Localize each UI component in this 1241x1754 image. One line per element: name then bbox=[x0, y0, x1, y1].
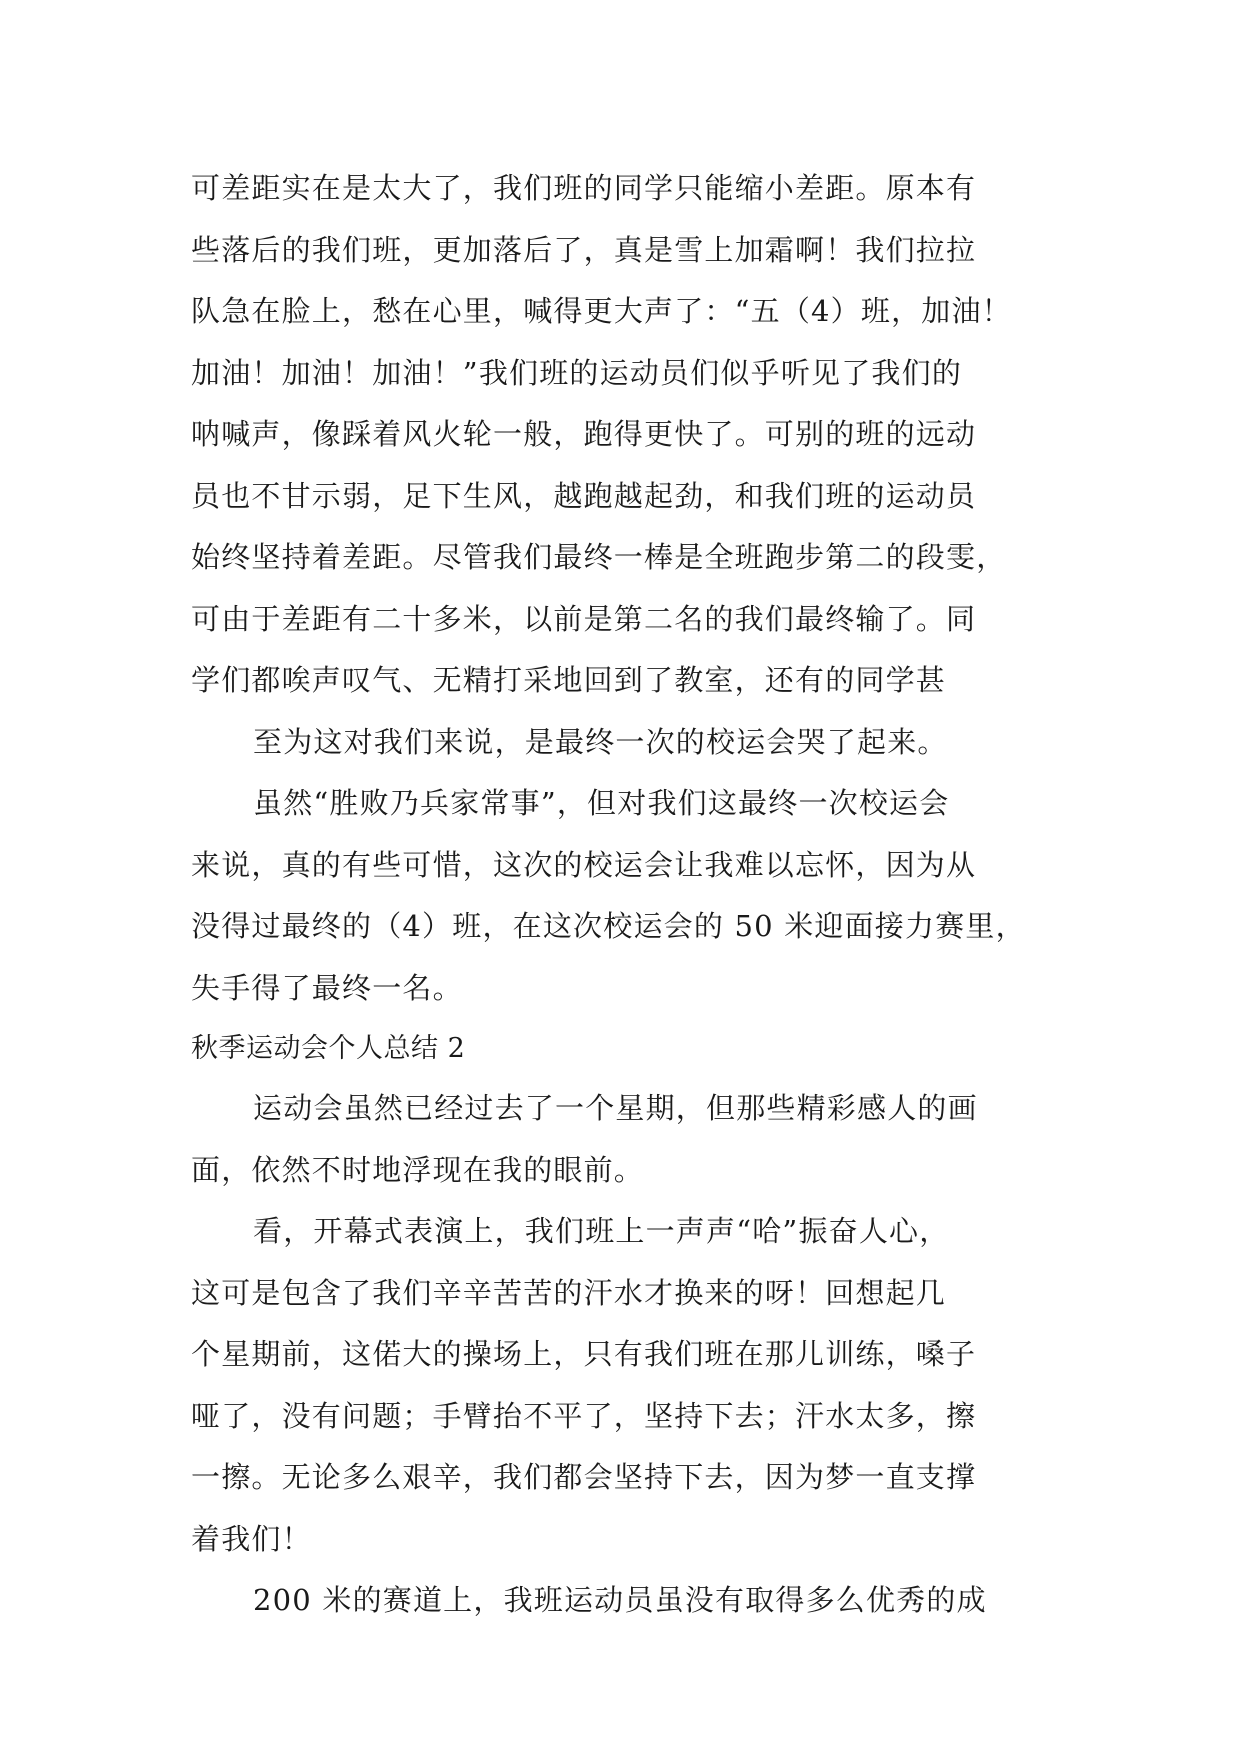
text-line: 这可是包含了我们辛辛苦苦的汗水才换来的呀！回想起几 bbox=[191, 1275, 947, 1310]
text-line: 加油！加油！加油！”我们班的运动员们似乎听见了我们的 bbox=[191, 355, 963, 390]
paragraph-6 bbox=[191, 1570, 1051, 1632]
text-line: 看，开幕式表演上，我们班上一声声“哈”振奋人心， bbox=[253, 1214, 950, 1248]
text-line: 学们都唉声叹气、无精打采地回到了教室，还有的同学甚 bbox=[191, 663, 947, 697]
text-line: 面，依然不时地浮现在我的眼前。 bbox=[191, 1152, 645, 1187]
text-line: 可由于差距有二十多米，以前是第二名的我们最终输了。同 bbox=[191, 601, 977, 636]
text-line: 员也不甘示弱，足下生风，越跑越起劲，和我们班的运动员 bbox=[191, 478, 977, 513]
text-line: 200 米的赛道上，我班运动员虽没有取得多么优秀的成 bbox=[253, 1583, 987, 1617]
text-line: 失手得了最终一名。 bbox=[191, 970, 463, 1005]
text-line: 哑了，没有问题；手臂抬不平了，坚持下去；汗水太多，擦 bbox=[191, 1398, 977, 1433]
text-line: 运动会虽然已经过去了一个星期，但那些精彩感人的画 bbox=[253, 1091, 978, 1125]
document-body bbox=[191, 158, 1051, 1632]
paragraph-1 bbox=[191, 158, 1051, 712]
text-line: 没得过最终的（4）班，在这次校运会的 50 米迎面接力赛里， bbox=[191, 909, 1026, 943]
paragraph-4 bbox=[191, 1078, 1051, 1201]
text-line: 来说，真的有些可惜，这次的校运会让我难以忘怀，因为从 bbox=[191, 847, 977, 882]
text-line: 一擦。无论多么艰辛，我们都会坚持下去，因为梦一直支撑 bbox=[191, 1460, 977, 1494]
text-line: 至为这对我们来说，是最终一次的校运会哭了起来。 bbox=[253, 724, 948, 759]
section-heading: 秋季运动会个人总结 2 bbox=[191, 1033, 466, 1064]
text-line: 个星期前，这偌大的操场上，只有我们班在那儿训练，嗓子 bbox=[191, 1337, 977, 1371]
paragraph-2 bbox=[191, 712, 1051, 774]
text-line: 虽然“胜败乃兵家常事”，但对我们这最终一次校运会 bbox=[253, 786, 950, 820]
text-line: 些落后的我们班，更加落后了，真是雪上加霜啊！我们拉拉 bbox=[191, 232, 977, 267]
text-line: 队急在脸上，愁在心里，喊得更大声了：“五（4）班，加油！ bbox=[191, 294, 1012, 328]
text-line: 呐喊声，像踩着风火轮一般，跑得更快了。可别的班的远动 bbox=[191, 417, 977, 451]
paragraph-3 bbox=[191, 773, 1051, 1019]
text-line: 可差距实在是太大了，我们班的同学只能缩小差距。原本有 bbox=[191, 171, 977, 205]
paragraph-5 bbox=[191, 1201, 1051, 1570]
text-line: 着我们！ bbox=[191, 1521, 312, 1556]
text-line: 始终坚持着差距。尽管我们最终一棒是全班跑步第二的段雯， bbox=[191, 540, 1007, 574]
